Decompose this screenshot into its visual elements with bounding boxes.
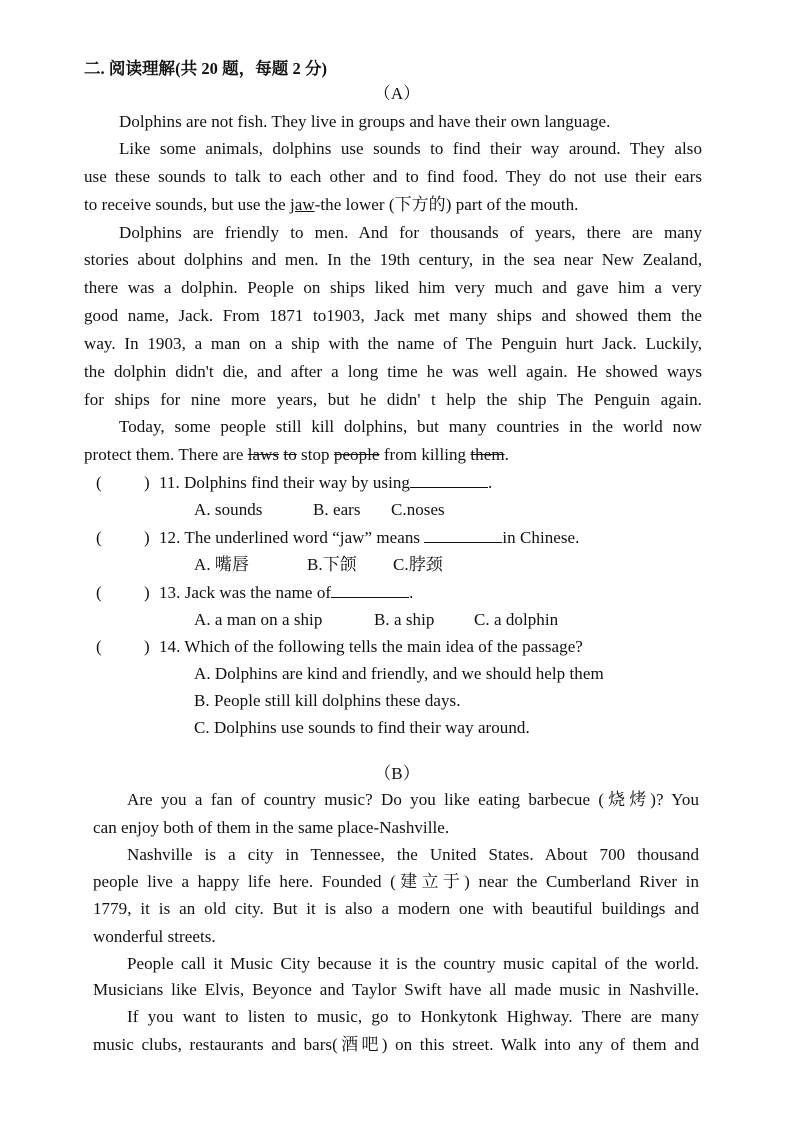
passage-a-line: the dolphin didn't die, and after a long time he was well again. He showed ways [84,362,702,381]
option: B.下颌 [307,555,357,574]
passage-b-label: （B） [374,764,420,783]
passage-b-line: people live a happy life here. Founded (建立于) near the Cumberland River in [93,872,699,891]
answer-blank[interactable] [424,528,502,543]
passage-b-line: 1779, it is an old city. But it is also a modern one with beautiful buildings and [93,899,699,918]
passage-b-line: wonderful streets. [93,927,216,946]
answer-paren-close: ) [144,583,150,602]
passage-b-line: Are you a fan of country music? Do you like eating barbecue (烧烤)? You [127,790,699,809]
option: B. ears [313,500,361,519]
answer-blank[interactable] [410,473,488,488]
passage-a-line: there was a dolphin. People on ships liked him very much and gave him a very [84,278,702,297]
option: A. 嘴唇 [194,555,250,574]
passage-a-line: stories about dolphins and men. In the 19th century, in the sea near New Zealand, [84,250,702,269]
option: A. a man on a ship [194,610,323,629]
option: A. sounds [194,500,263,519]
option: B. People still kill dolphins these days. [194,691,461,710]
passage-a-line: Like some animals, dolphins use sounds to find their way around. They also [119,139,702,158]
underlined-word-jaw: jaw [289,195,315,214]
passage-a-line: for ships for nine more years, but he didn' t help the ship The Penguin again. [84,390,702,409]
answer-blank[interactable] [331,583,409,598]
passage-b-line: can enjoy both of them in the same place-Nashville. [93,818,450,837]
answer-paren-open: ( [96,637,102,656]
option: A. Dolphins are kind and friendly, and we should help them [194,664,604,683]
answer-paren-open: ( [96,473,102,492]
question-stem: 12. The underlined word “jaw” means [159,528,421,547]
section-title: 二. 阅读理解(共 20 题，每题 2 分) [84,59,328,78]
question-12: 12. The underlined word “jaw” means in Chinese. [159,528,580,547]
passage-b-line: music clubs, restaurants and bars(酒吧) on this street. Walk into any of them and [93,1035,699,1054]
question-11: 11. Dolphins find their way by using . [159,473,493,492]
passage-a-line: Dolphins are not fish. They live in groups and have their own language. [119,112,611,131]
passage-a-line: good name, Jack. From 1871 to1903, Jack met many ships and showed them the [84,306,702,325]
passage-a-line: Dolphins are friendly to men. And for thousands of years, there are many [119,223,702,242]
passage-b-line: People call it Music City because it is the country music capital of the world. [127,954,699,973]
answer-paren-close: ) [144,528,150,547]
option: C. Dolphins use sounds to find their way around. [194,718,530,737]
answer-paren-close: ) [144,473,150,492]
passage-b-line: Musicians like Elvis, Beyonce and Taylor Swift have all made music in Nashville. [93,980,699,999]
option: B. a ship [374,610,435,629]
option: C.脖颈 [393,555,443,574]
answer-paren-close: ) [144,637,150,656]
question-14: 14. Which of the following tells the main idea of the passage? [159,637,583,656]
option: C.noses [391,500,445,519]
question-stem: 11. Dolphins find their way by using [159,473,410,492]
passage-a-label: （A） [373,84,421,103]
question-stem: 13. Jack was the name of [159,583,332,602]
question-13: 13. Jack was the name of . [159,583,414,602]
passage-a-line: way. In 1903, a man on a ship with the name of The Penguin hurt Jack. Luckily, [84,334,702,353]
answer-paren-open: ( [96,583,102,602]
passage-a-line: Today, some people still kill dolphins, but many countries in the world now [119,417,702,436]
option: C. a dolphin [474,610,559,629]
passage-b-line: Nashville is a city in Tennessee, the United States. About 700 thousand [127,845,699,864]
passage-a-line: use these sounds to talk to each other and to find food. They do not use their ears [84,167,702,186]
passage-b-line: If you want to listen to music, go to Honkytonk Highway. There are many [127,1007,699,1026]
passage-a-line: to receive sounds, but use the jaw-the lower (下方的) part of the mouth. [84,195,579,214]
answer-paren-open: ( [96,528,102,547]
passage-a-line: protect them. There are laws to stop people from killing them. [84,445,509,464]
